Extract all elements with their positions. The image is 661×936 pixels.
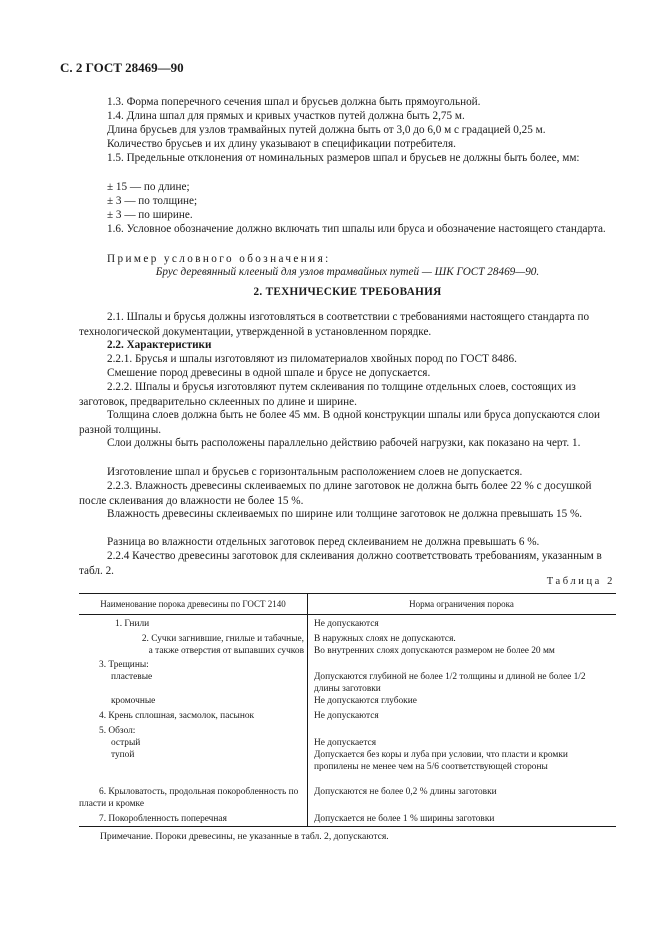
table-row-6-defect: 6. Крыловатость, продольная покоробленность по пласти и кромке <box>79 787 299 809</box>
para-1-5: 1.5. Предельные отклонения от номинальных размеров шпал и брусьев не должны быть более, мм: <box>107 152 580 164</box>
para-2-2: 2.2. Характеристики <box>107 339 212 351</box>
table-row-3-defect: 3. Трещины: <box>99 660 149 670</box>
para-2-2-2: 2.2.2. Шпалы и брусья изготовляют путем склеивания по толщине отдельных слоев, состоящих из заготовок, предварительно склеенных по длине и ширине. <box>79 381 576 408</box>
table-row-5-defect: 5. Обзол: <box>99 726 136 736</box>
section-2-title: 2. ТЕХНИЧЕСКИЕ ТРЕБОВАНИЯ <box>253 286 442 298</box>
para-2-1: 2.1. Шпалы и брусья должны изготовляться в соответствии с требованиями настоящего стандарта по технологической документации, утвержденной в установленном порядке. <box>79 311 590 338</box>
para-2-2-3: 2.2.3. Влажность древесины склеиваемых по длине заготовок не должна быть более 22 % с досушкой после склеивания до влажности не более 15 %. <box>79 480 592 507</box>
table-row-3-sub-1: пластевые <box>111 672 153 682</box>
para-2-2-3-b: Влажность древесины склеиваемых по ширине или толщине заготовок не должна превышать 15 %. <box>107 508 583 520</box>
table-row-2-norm-line1: В наружных слоях не допускаются. <box>314 634 456 644</box>
example-designation: Брус деревянный клееный для узлов трамвайных путей — ШК ГОСТ 28469—90. <box>155 266 540 278</box>
table-row-2-norm-line2: Во внутренних слоях допускаются размером не более 20 мм <box>314 646 555 656</box>
table-row-3-norm-2: Не допускаются глубокие <box>314 696 417 706</box>
para-2-2-4: 2.2.4 Качество древесины заготовок для склеивания должно соответствовать требованиям, указанным в табл. 2. <box>79 550 602 577</box>
para-1-4-b: Длина брусьев для узлов трамвайных путей должна быть от 3,0 до 6,0 м с градацией 0,25 м. <box>107 124 546 136</box>
para-1-4-c: Количество брусьев и их длину указывают в спецификации потребителя. <box>107 138 456 150</box>
table-row-1-norm: Не допускаются <box>314 619 379 629</box>
deviation-thickness: ± 3 — по толщине; <box>107 195 198 207</box>
para-2-2-3-c: Разница во влажности отдельных заготовок перед склеиванием не должна превышать 6 %. <box>107 536 540 548</box>
deviation-length: ± 15 — по длине; <box>107 181 190 193</box>
table-bottom-rule <box>79 826 616 827</box>
table-top-rule <box>79 593 616 594</box>
page-header: С. 2 ГОСТ 28469—90 <box>60 60 184 75</box>
table-note: Примечание. Пороки древесины, не указанные в табл. 2, допускаются. <box>100 831 389 842</box>
table-row-2-defect-line2: а также отверстия от выпавших сучков <box>148 646 304 656</box>
table-row-3-sub-2: кромочные <box>111 696 156 706</box>
para-2-2-1-b: Смешение пород древесины в одной шпале и брусе не допускается. <box>107 367 431 379</box>
table-header-rule <box>79 614 616 615</box>
table-header-defect: Наименование порока древесины по ГОСТ 2140 <box>100 599 286 609</box>
table-row-3-norm-1: Допускаются глубиной не более 1/2 толщины и длиной не более 1/2 длины заготовки <box>314 672 586 694</box>
deviation-width: ± 3 — по ширине. <box>107 209 193 221</box>
table-row-6-norm: Допускаются не более 0,2 % длины заготовки <box>314 787 497 797</box>
table-row-4-norm: Не допускаются <box>314 711 379 721</box>
para-2-2-2-b: Толщина слоев должна быть не более 45 мм. В одной конструкции шпалы или бруса допускаются слои разной толщины. <box>79 409 600 436</box>
table-row-5-norm-2: Допускается без коры и луба при условии, что пласти и кромки пропилены не менее чем на 5/6 соответствующей стороны <box>314 750 568 772</box>
para-2-2-1: 2.2.1. Брусья и шпалы изготовляют из пиломатериалов хвойных пород по ГОСТ 8486. <box>107 353 517 365</box>
para-1-3: 1.3. Форма поперечного сечения шпал и брусьев должна быть прямоугольной. <box>107 96 481 108</box>
table-header-norm: Норма ограничения порока <box>409 599 514 609</box>
table-row-5-sub-1: острый <box>111 738 141 748</box>
table-row-4-defect: 4. Крень сплошная, засмолок, пасынок <box>99 711 255 721</box>
table-row-5-norm-1: Не допускается <box>314 738 377 748</box>
para-2-2-2-d: Изготовление шпал и брусьев с горизонтальным расположением слоев не допускается. <box>107 466 523 478</box>
table-row-7-norm: Допускается не более 1 % ширины заготовки <box>314 814 495 824</box>
table-caption: Таблица 2 <box>546 576 615 587</box>
table-column-divider <box>307 593 308 826</box>
example-label: Пример условного обозначения: <box>107 253 331 265</box>
table-row-5-sub-2: тупой <box>111 750 135 760</box>
para-1-4: 1.4. Длина шпал для прямых и кривых участков путей должна быть 2,75 м. <box>107 110 465 122</box>
table-row-1-defect: 1. Гнили <box>115 619 150 629</box>
table-row-2-defect-line1: 2. Сучки загнившие, гнилые и табачные, <box>141 634 304 644</box>
para-1-6: 1.6. Условное обозначение должно включать тип шпалы или бруса и обозначение настоящего стандарта. <box>107 223 606 235</box>
para-2-2-2-c: Слои должны быть расположены параллельно действию рабочей нагрузки, как показано на черт. 1. <box>107 437 581 449</box>
table-row-7-defect: 7. Покоробленность поперечная <box>99 814 227 824</box>
